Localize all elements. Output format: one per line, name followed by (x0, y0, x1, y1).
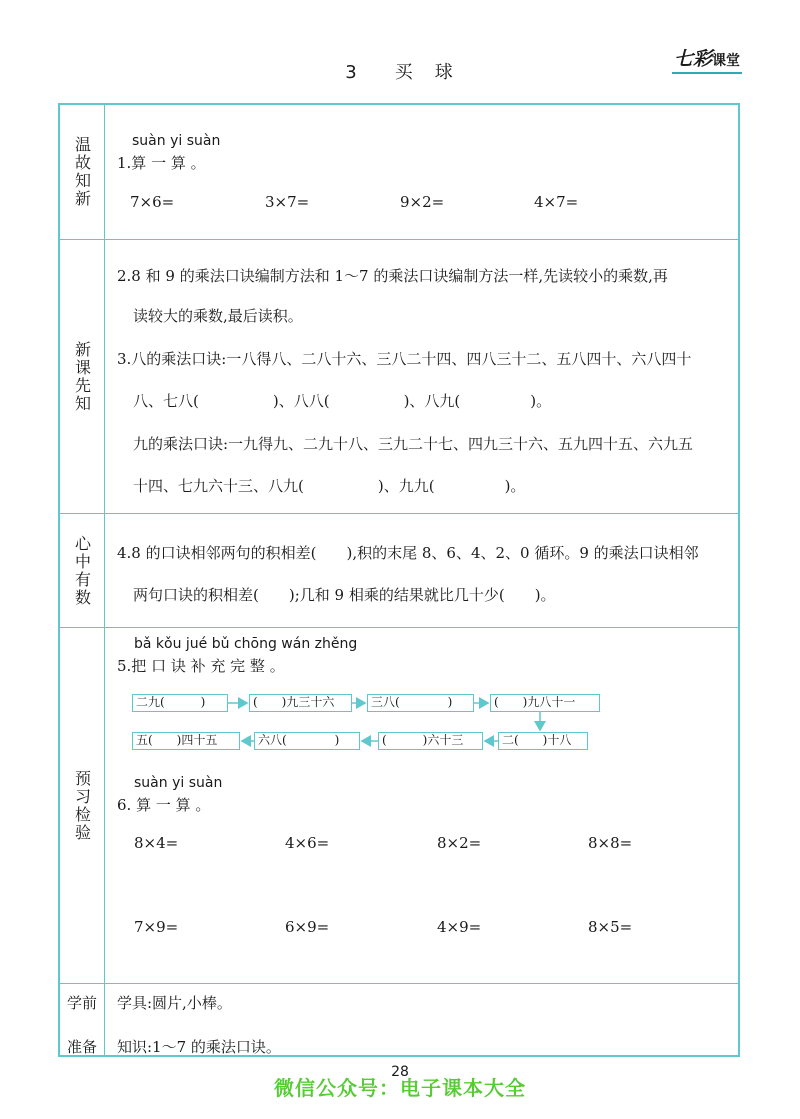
q5-prompt: 5.把 口 诀 补 充 完 整 。 (117, 657, 285, 675)
q3-line-2: 八、七八( )、八八( )、八九( )。 (133, 392, 552, 410)
watermark: 微信公众号：电子课本大全 (274, 1076, 526, 1100)
q4-line-2: 两句口诀的积相差( );几和 9 相乘的结果就比几十少( )。 (133, 586, 556, 604)
section-label-preview-check: 预习检验 (72, 770, 92, 842)
page-number: 28 (391, 1064, 409, 1080)
section-label-key-points: 心中有数 (72, 535, 92, 607)
q5-blank-box: 五( )四十五 (132, 732, 240, 750)
q1-prompt: 1.算 一 算 。 (117, 154, 206, 172)
brand-logo: 七彩课堂 (672, 44, 742, 74)
q6-problem: 8×2= (437, 834, 482, 852)
q6-prompt: 6. 算 一 算 。 (117, 796, 211, 814)
q1-problem: 3×7= (265, 193, 310, 211)
q3-line-4: 十四、七九六十三、八九( )、九九( )。 (133, 477, 526, 495)
q5-blank-box: 三八( ) (367, 694, 474, 712)
section-label-new-lesson: 新课先知 (72, 341, 92, 413)
q6-problem: 4×6= (285, 834, 330, 852)
q5-blank-box: ( )六十三 (378, 732, 483, 750)
q5-pinyin: bǎ kǒu jué bǔ chōng wán zhěng (134, 636, 358, 652)
q1-problem: 9×2= (400, 193, 445, 211)
q6-problem: 7×9= (134, 918, 179, 936)
section-label-prep-2: 准备 (66, 1038, 97, 1056)
q5-blank-box: ( )九三十六 (249, 694, 352, 712)
q5-blank-box: 二( )十八 (498, 732, 588, 750)
prep-tools: 学具:圆片,小棒。 (117, 994, 232, 1012)
lesson-title: 买 球 (394, 62, 455, 83)
q4-line-1: 4.8 的口诀相邻两句的积相差( ),积的末尾 8、6、4、2、0 循环。9 的乘法口诀相邻 (117, 544, 699, 562)
q6-problem: 8×8= (588, 834, 633, 852)
q6-problem: 4×9= (437, 918, 482, 936)
q6-problem: 6×9= (285, 918, 330, 936)
lesson-number: 3 (345, 62, 359, 83)
q5-blank-box: 六八( ) (254, 732, 360, 750)
q1-problem: 4×7= (534, 193, 579, 211)
q3-line-1: 3.八的乘法口诀:一八得八、二八十六、三八二十四、四八三十二、五八四十、六八四十 (117, 350, 692, 368)
q6-problem: 8×4= (134, 834, 179, 852)
q6-pinyin: suàn yi suàn (134, 775, 223, 791)
section-label-review: 温故知新 (72, 136, 92, 208)
q2-line-1: 2.8 和 9 的乘法口诀编制方法和 1～7 的乘法口诀编制方法一样,先读较小的乘数,再 (117, 267, 668, 285)
q5-blank-box: 二九( ) (132, 694, 228, 712)
q2-line-2: 读较大的乘数,最后读积。 (133, 307, 303, 325)
q3-line-3: 九的乘法口诀:一九得九、二九十八、三九二十七、四九三十六、五九四十五、六九五 (133, 435, 694, 453)
section-label-prep-1: 学前 (66, 994, 97, 1012)
q1-pinyin: suàn yi suàn (132, 133, 221, 149)
prep-knowledge: 知识:1～7 的乘法口诀。 (117, 1038, 281, 1056)
q6-problem: 8×5= (588, 918, 633, 936)
q5-blank-box: ( )九八十一 (490, 694, 600, 712)
q1-problem: 7×6= (130, 193, 175, 211)
